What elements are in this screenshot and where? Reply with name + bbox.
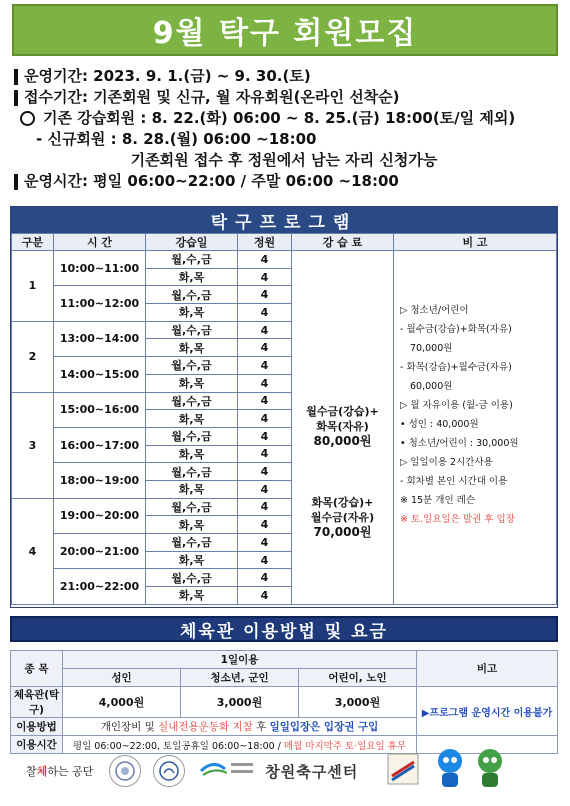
program-heading: 탁구프로그램: [11, 207, 557, 233]
capacity-cell: 4: [238, 339, 292, 357]
fee2-price: 70,000원: [313, 525, 372, 540]
facility-remark-label: 비고: [417, 651, 558, 687]
division-cell: 2: [12, 321, 54, 392]
remark-line: • 성인 : 40,000원: [400, 419, 479, 430]
type-adult: 성인: [63, 669, 181, 687]
remark-line: ※ 15분 개인 레슨: [400, 495, 475, 506]
time-cell: 11:00~12:00: [54, 286, 146, 321]
facility-heading: 체육관 이용방법 및 요금: [10, 616, 558, 642]
remark-line: - 화목(강습)+월수금(자유): [400, 362, 512, 373]
fee1-line2: 화목(자유): [316, 420, 369, 434]
time-cell: 16:00~17:00: [54, 427, 146, 462]
capacity-cell: 4: [238, 374, 292, 392]
facility-col-label: 종 목: [11, 651, 63, 687]
remark-line: • 청소년/어린이 : 30,000원: [400, 438, 519, 449]
days-cell: 월,수,금: [146, 534, 238, 552]
remark-line: ▷ 월 자유이용 (월-금 이용): [400, 400, 513, 411]
info-remaining: 기존회원 접수 후 정원에서 남는 자리 신청가능: [130, 151, 438, 169]
fee1-line1: 월수금(강습)+: [306, 405, 379, 419]
fee-youth: 3,000원: [181, 687, 299, 718]
capacity-cell: 4: [238, 357, 292, 375]
fee2-line2: 월수금(자유): [310, 511, 375, 525]
remark-line: 60,000원: [410, 381, 453, 392]
time-cell: 14:00~15:00: [54, 357, 146, 392]
program-body: [12, 251, 557, 605]
mascot-green-icon: [472, 747, 508, 795]
bullet-bar-icon: [14, 90, 18, 106]
method-text: 개인장비 및 실내전용운동화 지참 후 일일입장은 입장권 구입: [63, 718, 417, 736]
days-cell: 화,목: [146, 445, 238, 463]
facility-header-row: [11, 651, 558, 669]
fee-child: 3,000원: [299, 687, 417, 718]
time-text: 평일 06:00~22:00, 토일공휴일 06:00~18:00 / 매월 마지막주 토·일요일 휴무: [63, 736, 417, 754]
facility-remark-text: ▶프로그램 운영시간 이용불가: [417, 687, 558, 736]
capacity-cell: 4: [238, 392, 292, 410]
header-capacity: 정원: [238, 234, 292, 251]
fee-adult: 4,000원: [63, 687, 181, 718]
facility-daily-label: 1일이용: [63, 651, 417, 669]
mascot-blue-icon: [432, 747, 468, 795]
time-cell: 13:00~14:00: [54, 321, 146, 356]
capacity-cell: 4: [238, 321, 292, 339]
header-fee: 강 습 료: [292, 234, 394, 251]
division-cell: 1: [12, 251, 54, 322]
days-cell: 월,수,금: [146, 321, 238, 339]
remark-line: 70,000원: [410, 343, 453, 354]
page-title: 9월 탁구 회원모집: [152, 16, 418, 51]
capacity-cell: 4: [238, 480, 292, 498]
fee-cell: [292, 251, 394, 605]
remark-line: - 월수금(강습)+화목(자유): [400, 324, 512, 335]
type-child: 어린이, 노인: [299, 669, 417, 687]
facility-fee-row: [11, 687, 558, 718]
capacity-cell: 4: [238, 498, 292, 516]
division-cell: 4: [12, 498, 54, 604]
capacity-cell: 4: [238, 463, 292, 481]
days-cell: 월,수,금: [146, 498, 238, 516]
capacity-cell: 4: [238, 304, 292, 322]
capacity-cell: 4: [238, 516, 292, 534]
fee1-price: 80,000원: [313, 434, 372, 449]
info-reception: 접수기간: 기존회원 및 신규, 월 자유회원(온라인 선착순): [14, 87, 554, 108]
remark-line: ▷ 청소년/어린이: [400, 305, 469, 316]
time-cell: 15:00~16:00: [54, 392, 146, 427]
stamp-logo-icon: [386, 752, 420, 790]
fee2-line1: 화목(강습)+: [311, 496, 374, 510]
remark-line: ※ 토.일요일은 발권 후 입장: [400, 514, 515, 525]
seal-logo-icon: [153, 755, 185, 787]
capacity-cell: 4: [238, 551, 292, 569]
days-cell: 화,목: [146, 374, 238, 392]
days-cell: 화,목: [146, 268, 238, 286]
days-cell: 화,목: [146, 410, 238, 428]
type-youth: 청소년, 군인: [181, 669, 299, 687]
capacity-cell: 4: [238, 587, 292, 605]
capacity-cell: 4: [238, 427, 292, 445]
info-new-members: - 신규회원 : 8. 28.(월) 06:00 ~18:00: [36, 130, 317, 148]
brand-name: 창원축구센터: [265, 762, 359, 781]
fee-label: 체육관(탁구): [11, 687, 63, 718]
header-remarks: 비 고: [394, 234, 557, 251]
program-section: [10, 206, 558, 608]
method-label: 이용방법: [11, 718, 63, 736]
bullet-bar-icon: [14, 69, 18, 85]
days-cell: 화,목: [146, 339, 238, 357]
days-cell: 화,목: [146, 516, 238, 534]
capacity-cell: 4: [238, 268, 292, 286]
bullet-bar-icon: [14, 174, 18, 190]
circle-bullet-icon: [20, 111, 35, 126]
facility-table: [10, 650, 558, 754]
days-cell: 월,수,금: [146, 463, 238, 481]
emblem-logo-icon: [109, 755, 141, 787]
time-cell: 10:00~11:00: [54, 251, 146, 286]
capacity-cell: 4: [238, 286, 292, 304]
remarks-cell: [394, 251, 557, 605]
time-cell: 21:00~22:00: [54, 569, 146, 604]
days-cell: 월,수,금: [146, 392, 238, 410]
title-banner: [12, 4, 558, 56]
capacity-cell: 4: [238, 534, 292, 552]
days-cell: 화,목: [146, 480, 238, 498]
days-cell: 월,수,금: [146, 569, 238, 587]
capacity-cell: 4: [238, 410, 292, 428]
info-hours: 운영시간: 평일 06:00~22:00 / 주말 06:00 ~18:00: [14, 171, 554, 192]
capacity-cell: 4: [238, 569, 292, 587]
slogan: 찰체하는 공단: [26, 765, 94, 778]
remark-line: - 회차별 본인 시간대 이용: [400, 476, 508, 487]
footer: [10, 746, 558, 796]
corporation-logo-icon: [197, 757, 257, 785]
info-section: [14, 66, 554, 192]
time-cell: 20:00~21:00: [54, 534, 146, 569]
header-division: 구분: [12, 234, 54, 251]
program-header-row: [12, 234, 557, 251]
capacity-cell: 4: [238, 251, 292, 269]
header-days: 강습일: [146, 234, 238, 251]
days-cell: 화,목: [146, 304, 238, 322]
time-cell: 18:00~19:00: [54, 463, 146, 498]
program-row: [12, 251, 557, 269]
remark-line: ▷ 일일이용 2시간사용: [400, 457, 493, 468]
days-cell: 화,목: [146, 551, 238, 569]
time-label: 이용시간: [11, 736, 63, 754]
days-cell: 화,목: [146, 587, 238, 605]
days-cell: 월,수,금: [146, 427, 238, 445]
info-period: 운영기간: 2023. 9. 1.(금) ~ 9. 30.(토): [14, 66, 554, 87]
days-cell: 월,수,금: [146, 286, 238, 304]
days-cell: 월,수,금: [146, 251, 238, 269]
days-cell: 월,수,금: [146, 357, 238, 375]
program-table: [11, 233, 557, 605]
info-existing: 기존 강습회원 : 8. 22.(화) 06:00 ~ 8. 25.(금) 18:00(토/일 제외): [14, 108, 554, 129]
time-cell: 19:00~20:00: [54, 498, 146, 533]
division-cell: 3: [12, 392, 54, 498]
capacity-cell: 4: [238, 445, 292, 463]
header-time: 시 간: [54, 234, 146, 251]
